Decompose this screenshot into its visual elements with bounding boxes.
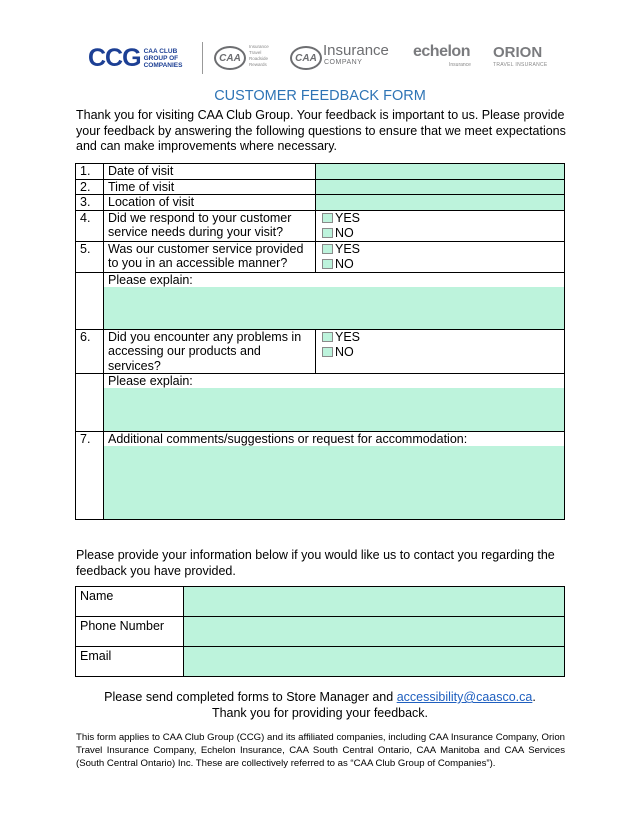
table-row [76, 179, 565, 195]
table-row [76, 374, 565, 432]
send-instructions [0, 689, 640, 721]
ccg-logo-text [144, 48, 183, 69]
thanks-text: Thank you for providing your feedback. [211, 706, 429, 720]
name-label: Name [76, 587, 184, 617]
question-number: 5. [76, 241, 104, 272]
form-title: CUSTOMER FEEDBACK FORM [214, 88, 426, 104]
orion-logo: ORION [493, 44, 543, 61]
phone-label: Phone Number [76, 617, 184, 647]
question-text: Time of visit [104, 179, 316, 195]
explain-label: Please explain: [104, 374, 564, 388]
no-checkbox[interactable] [322, 228, 333, 238]
empty-number-cell [76, 374, 104, 432]
table-row [76, 272, 565, 329]
question-text: Location of visit [104, 195, 316, 211]
feedback-table [75, 163, 565, 520]
table-row [76, 195, 565, 211]
ccg-text-line: CAA CLUB [143, 48, 178, 55]
no-label: NO [335, 344, 354, 359]
caa-logo: CAA [214, 46, 246, 70]
caa-tagline-line: Insurance [249, 44, 269, 49]
caa-tagline [249, 44, 269, 68]
question-number: 7. [76, 432, 104, 520]
intro-text: Thank you for visiting CAA Club Group. Your feedback is important to us. Please provide your feedback by answering the following questions to ensure that we meet expectations and can make improvements where necessary. [76, 108, 566, 153]
comments-cell [104, 432, 565, 520]
echelon-sub: Insurance [449, 62, 471, 68]
answer-cell [316, 329, 565, 374]
table-row [76, 241, 565, 272]
ccg-text-line: COMPANIES [143, 62, 183, 69]
empty-number-cell [76, 272, 104, 329]
time-of-visit-field[interactable] [316, 179, 565, 195]
no-option[interactable] [320, 345, 560, 360]
send-prefix: Please send completed forms to Store Manager and [104, 690, 397, 704]
explain-field[interactable] [104, 388, 564, 431]
table-row [76, 164, 565, 180]
date-of-visit-field[interactable] [316, 164, 565, 180]
question-text: Did we respond to your customer service needs during your visit? [104, 210, 316, 241]
email-field[interactable] [184, 647, 565, 677]
explain-field[interactable] [104, 287, 564, 329]
yes-label: YES [335, 210, 361, 225]
insurance-sub: COMPANY [324, 59, 363, 66]
explain-cell [104, 272, 565, 329]
insurance-word: Insurance [323, 42, 389, 59]
table-row [76, 647, 565, 677]
table-row [76, 210, 565, 241]
no-label: NO [335, 225, 354, 240]
question-number: 2. [76, 179, 104, 195]
contact-table [75, 586, 565, 677]
echelon-logo: echelon [413, 43, 470, 60]
ccg-text-line: GROUP OF [143, 55, 179, 62]
yes-label: YES [335, 241, 361, 256]
yes-label: YES [335, 329, 361, 344]
yes-checkbox[interactable] [322, 213, 333, 223]
yes-checkbox[interactable] [322, 332, 333, 342]
location-of-visit-field[interactable] [316, 195, 565, 211]
question-text: Did you encounter any problems in accessing our products and services? [104, 329, 316, 374]
question-number: 4. [76, 210, 104, 241]
question-number: 3. [76, 195, 104, 211]
orion-sub: TRAVEL INSURANCE [493, 62, 548, 68]
no-option[interactable] [320, 257, 560, 272]
question-text: Was our customer service provided to you in an accessible manner? [104, 241, 316, 272]
no-option[interactable] [320, 226, 560, 241]
question-text: Date of visit [104, 164, 316, 180]
no-checkbox[interactable] [322, 259, 333, 269]
yes-option[interactable] [320, 330, 560, 345]
caa-insurance-logo: CAA [290, 46, 322, 70]
send-suffix: . [532, 690, 536, 704]
contact-intro: Please provide your information below if you would like us to contact you regarding the feedback you have provided. [76, 548, 555, 578]
email-label: Email [76, 647, 184, 677]
explain-cell [104, 374, 565, 432]
footer-disclaimer: This form applies to CAA Club Group (CCG) and its affiliated companies, including CAA Insurance Company, Orion Travel Insurance Company, Echelon Insurance, CAA South Central Ontario, CAA Manitoba and CAA Services (South Central Ontario) Inc. These are collectively referred to as “CAA Club Group of Companies”). [76, 732, 565, 769]
ccg-logo [88, 44, 182, 73]
caa-tagline-line: Roadside [249, 56, 269, 61]
no-checkbox[interactable] [322, 347, 333, 357]
answer-cell [316, 210, 565, 241]
table-row [76, 432, 565, 520]
phone-field[interactable] [184, 617, 565, 647]
table-row [76, 617, 565, 647]
yes-option[interactable] [320, 211, 560, 226]
table-row [76, 329, 565, 374]
caa-tagline-line: Travel [249, 50, 262, 55]
comments-field[interactable] [104, 446, 564, 519]
no-label: NO [335, 256, 354, 271]
logo-bar [0, 38, 640, 78]
answer-cell [316, 241, 565, 272]
table-row [76, 587, 565, 617]
yes-checkbox[interactable] [322, 244, 333, 254]
yes-option[interactable] [320, 242, 560, 257]
caa-tagline-line: Rewards [249, 62, 267, 67]
explain-label: Please explain: [104, 273, 564, 287]
ccg-mark: CCG [88, 44, 141, 72]
comments-label: Additional comments/suggestions or request for accommodation: [104, 432, 564, 446]
email-link[interactable]: accessibility@caasco.ca [396, 690, 533, 704]
question-number: 6. [76, 329, 104, 374]
name-field[interactable] [184, 587, 565, 617]
logo-divider [202, 42, 203, 74]
question-number: 1. [76, 164, 104, 180]
